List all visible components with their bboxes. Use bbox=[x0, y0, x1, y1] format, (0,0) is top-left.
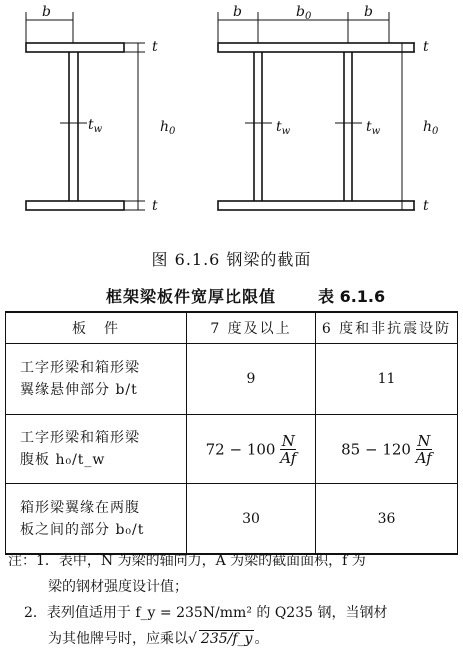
box-label-b0: $b_0$ bbox=[296, 4, 312, 22]
i-label-t-bottom: t bbox=[152, 198, 158, 214]
row2-component bbox=[6, 415, 187, 484]
row1-6deg: 11 bbox=[316, 344, 458, 415]
box-label-tw-left: $t_w$ bbox=[276, 119, 291, 137]
table-title: 框架梁板件宽厚比限值 bbox=[106, 287, 277, 306]
row2-line2: 腹板 h₀/t_w bbox=[20, 452, 106, 468]
figure-caption: 图 6.1.6 钢梁的截面 bbox=[151, 250, 312, 269]
table-header-row bbox=[6, 312, 458, 344]
fraction-numerator: N bbox=[417, 431, 431, 450]
row2-7deg-prefix: 72 − 100 bbox=[205, 440, 276, 458]
fraction-numerator: N bbox=[281, 431, 295, 450]
row3-7deg: 30 bbox=[187, 484, 316, 555]
note2-sqrt: 235/f_y bbox=[200, 631, 253, 647]
row1-7deg: 9 bbox=[187, 344, 316, 415]
table-row bbox=[6, 344, 458, 415]
table-notes bbox=[8, 548, 458, 652]
box-label-b-right: b bbox=[364, 4, 373, 20]
box-label-b-left: b bbox=[233, 4, 242, 20]
box-section-drawing bbox=[218, 43, 414, 210]
table-row bbox=[6, 484, 458, 555]
beam-section-figure bbox=[0, 0, 463, 240]
width-thickness-table bbox=[5, 311, 458, 555]
note1-line2: 梁的钢材强度设计值； bbox=[48, 579, 188, 595]
box-label-tw-right: $t_w$ bbox=[366, 119, 381, 137]
row1-line2: 翼缘悬伸部分 b/t bbox=[20, 382, 138, 398]
box-label-h0: $h_0$ bbox=[423, 119, 439, 137]
row2-7deg-fraction bbox=[280, 433, 296, 466]
i-label-tw: $t_w$ bbox=[88, 117, 103, 135]
row3-component bbox=[6, 484, 187, 555]
row3-6deg: 36 bbox=[316, 484, 458, 555]
fraction-denominator: Af bbox=[415, 448, 432, 467]
note1-line1: 注：1．表中，N 为梁的轴向力，A 为梁的截面面积，f 为 bbox=[8, 553, 366, 569]
box-label-t-bottom: t bbox=[423, 198, 429, 214]
header-7-degree: 7 度及以上 bbox=[187, 312, 316, 344]
note2-prefix: 为其他牌号时，应乘以 bbox=[48, 631, 188, 647]
row2-6deg-fraction bbox=[416, 433, 432, 466]
note2-line1: 2．表列值适用于 f_y = 235N/mm² 的 Q235 钢，当钢材 bbox=[24, 605, 388, 621]
table-row bbox=[6, 415, 458, 484]
row2-6deg-prefix: 85 − 120 bbox=[341, 440, 411, 458]
row1-component bbox=[6, 344, 187, 415]
row3-line2: 板之间的部分 b₀/t bbox=[20, 521, 145, 538]
note2-line2: 为其他牌号时，应乘以√ 235/f_y 。 bbox=[48, 631, 269, 647]
i-label-b: b bbox=[42, 4, 51, 20]
header-component: 板 件 bbox=[6, 312, 187, 344]
header-6-degree: 6 度和非抗震设防 bbox=[316, 312, 458, 344]
table-number: 表 6.1.6 bbox=[318, 287, 386, 306]
note2-end: 。 bbox=[254, 631, 269, 647]
i-label-t-top: t bbox=[152, 39, 158, 55]
i-label-h0: $h_0$ bbox=[160, 119, 176, 137]
row2-line1: 工字形梁和箱形梁 bbox=[20, 430, 140, 446]
row3-line1: 箱形梁翼缘在两腹 bbox=[20, 499, 140, 516]
fraction-denominator: Af bbox=[280, 448, 297, 467]
row1-line1: 工字形梁和箱形梁 bbox=[20, 360, 140, 376]
box-label-t-top: t bbox=[423, 39, 429, 55]
box-section-dimensions bbox=[218, 12, 415, 210]
row2-7deg bbox=[187, 415, 316, 484]
i-section-dimensions bbox=[26, 12, 145, 210]
row2-6deg bbox=[316, 415, 458, 484]
i-section-drawing bbox=[26, 43, 124, 210]
